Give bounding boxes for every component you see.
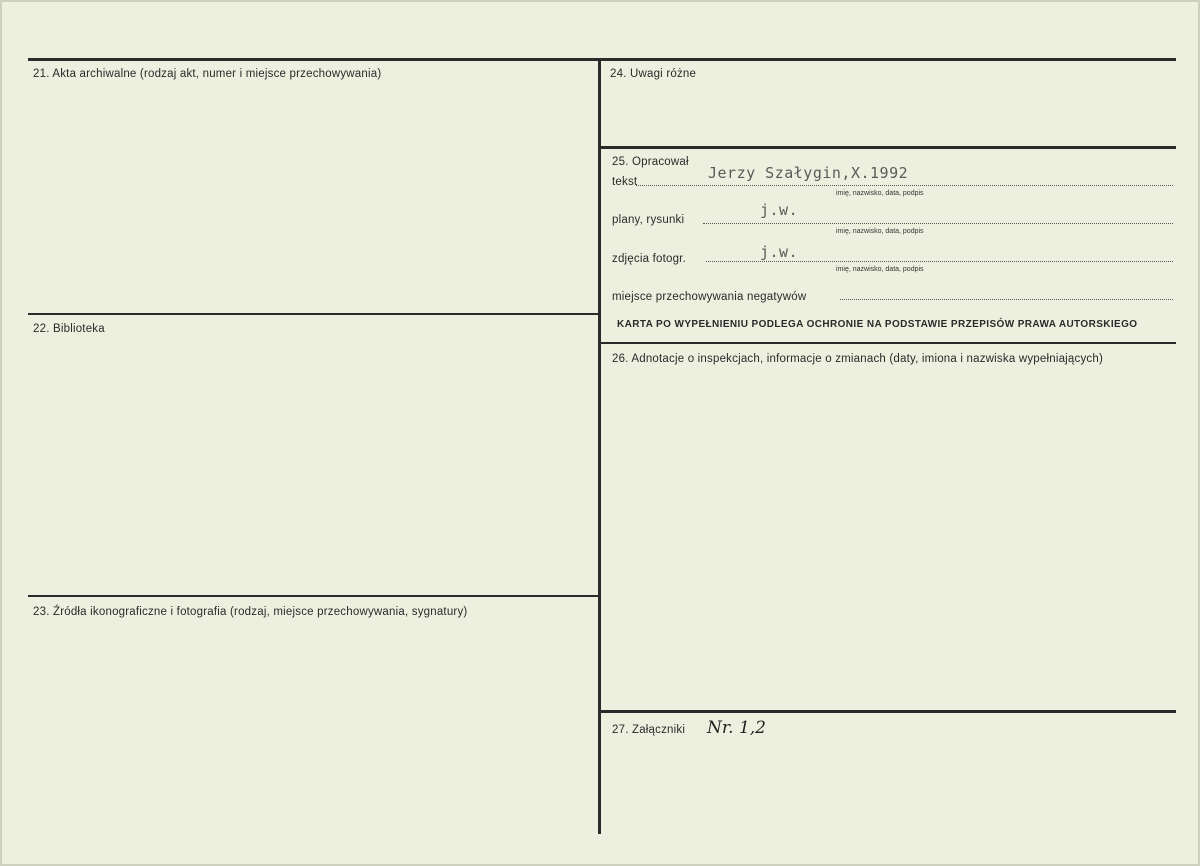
zalaczniki-value: Nr. 1,2 [707,718,766,738]
divider-26-27 [600,710,1176,713]
section-23-label: 23. Źródła ikonograficzne i fotografia (rodzaj, miejsce przechowywania, sygnatury) [33,606,468,618]
divider-21-22 [28,313,599,315]
divider-25-26 [600,342,1176,344]
tekst-line [636,185,1173,186]
zdjecia-hint: imię, nazwisko, data, podpis [836,266,924,273]
plany-value: j.w. [760,201,799,219]
zdjecia-label: zdjęcia fotogr. [612,253,686,265]
plany-line [703,223,1173,224]
top-rule [28,58,1176,61]
negatywy-label: miejsce przechowywania negatywów [612,291,807,303]
tekst-hint: imię, nazwisko, data, podpis [836,190,924,197]
section-22-label: 22. Biblioteka [33,323,105,335]
section-21-label: 21. Akta archiwalne (rodzaj akt, numer i miejsce przechowywania) [33,68,382,80]
negatywy-line [840,299,1173,300]
section-27-label: 27. Załączniki [612,724,686,736]
divider-22-23 [28,595,599,597]
zdjecia-line [706,261,1173,262]
section-25-label: 25. Opracował [612,156,689,168]
plany-label: plany, rysunki [612,214,685,226]
column-divider [598,58,601,834]
tekst-value: Jerzy Szałygin,X.1992 [708,164,909,182]
section-26-label: 26. Adnotacje o inspekcjach, informacje o zmianach (daty, imiona i nazwiska wypełniających) [612,353,1103,365]
copyright-notice: KARTA PO WYPEŁNIENIU PODLEGA OCHRONIE NA PODSTAWIE PRZEPISÓW PRAWA AUTORSKIEGO [617,319,1138,330]
plany-hint: imię, nazwisko, data, podpis [836,228,924,235]
divider-24-25 [600,146,1176,149]
tekst-label: tekst [612,176,638,188]
section-24-label: 24. Uwagi różne [610,68,697,80]
zdjecia-value: j.w. [760,243,799,261]
